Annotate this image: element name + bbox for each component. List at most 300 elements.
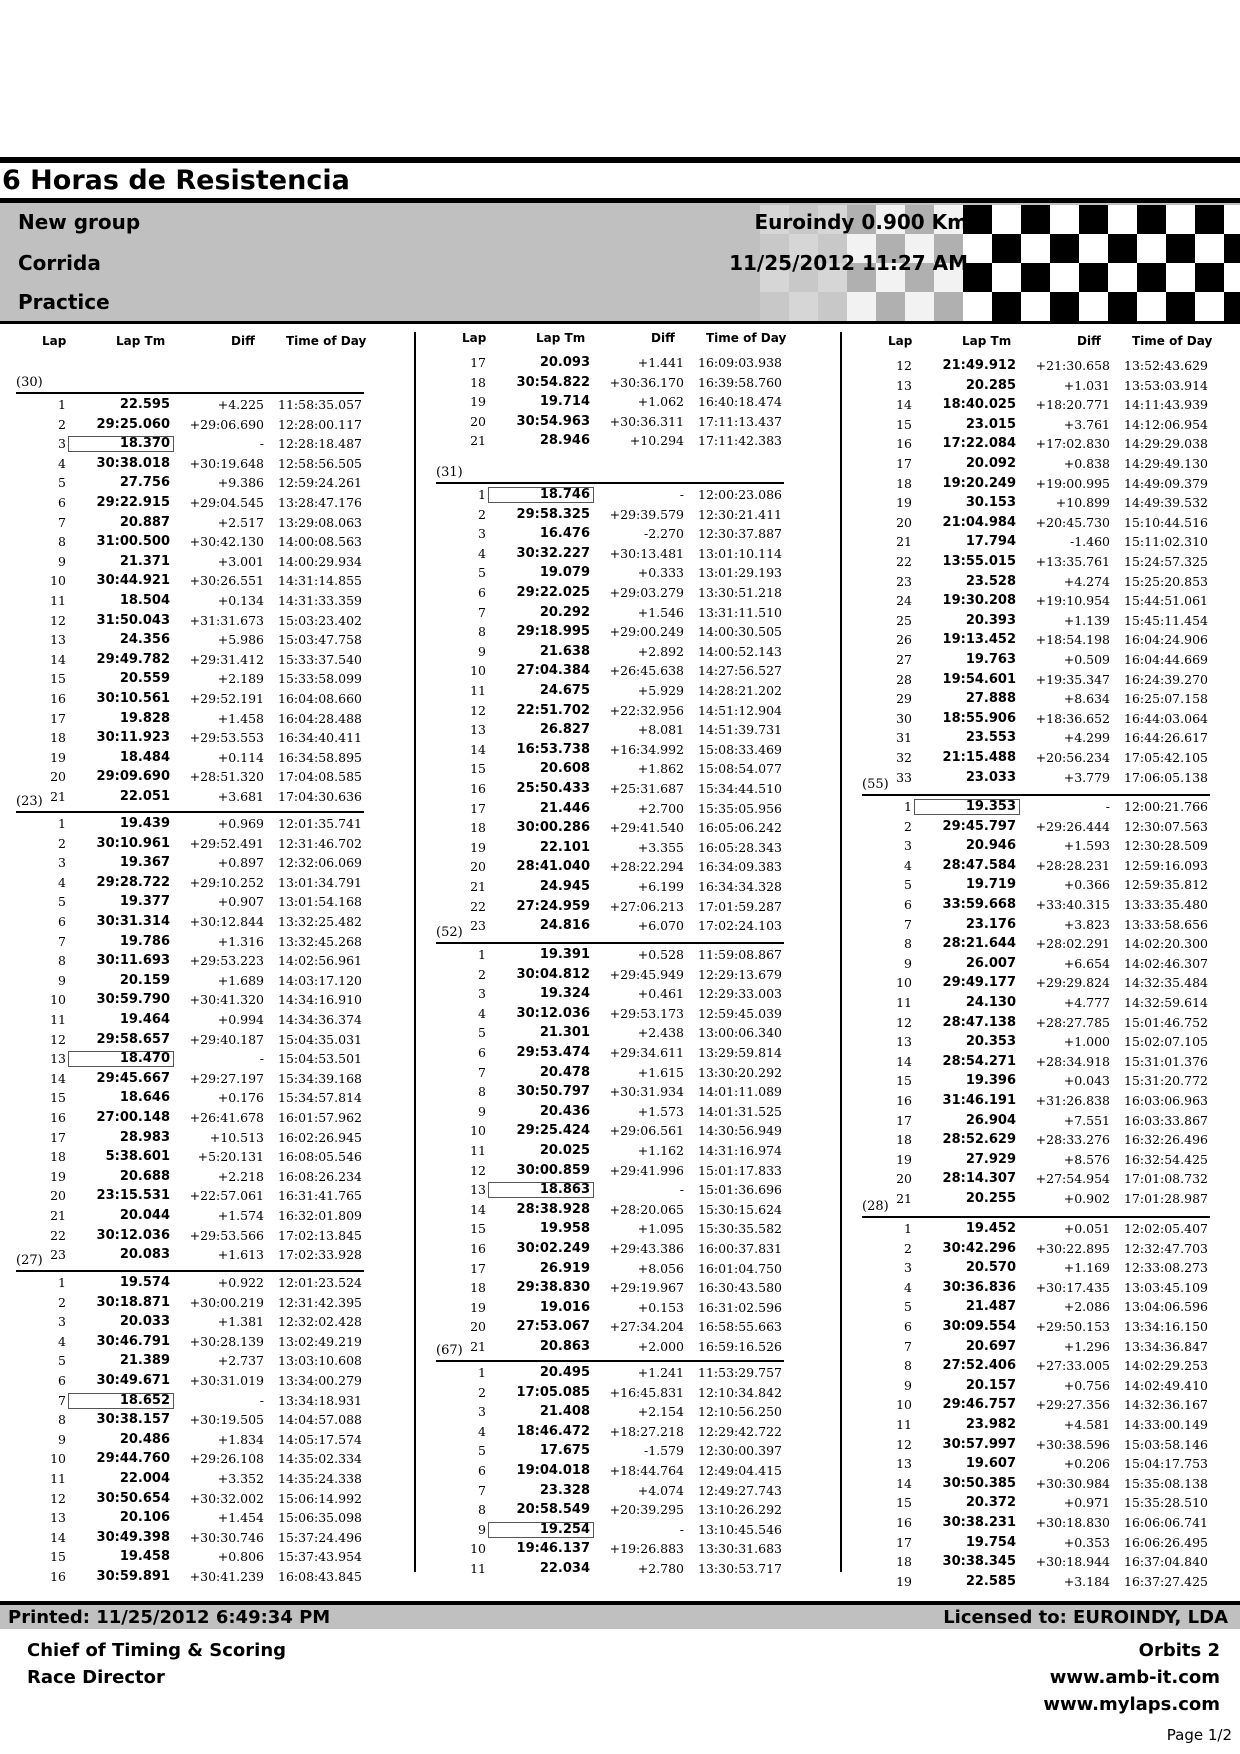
lap-row <box>16 1293 364 1313</box>
checker-square <box>1224 234 1240 263</box>
lap-diff: +33:40.315 <box>1035 897 1110 912</box>
lap-diff: +0.969 <box>217 816 264 831</box>
lap-number: 27 <box>896 652 912 667</box>
race-director-label: Race Director <box>27 1667 165 1688</box>
checker-square <box>1137 234 1166 263</box>
lap-time: 20.486 <box>119 1431 170 1447</box>
lap-time: 21.446 <box>539 800 590 816</box>
checker-square <box>1195 234 1224 263</box>
lap-row <box>16 532 364 552</box>
kart-number-label: (31) <box>436 465 463 480</box>
time-of-day: 15:37:43.954 <box>278 1549 362 1565</box>
lap-time: 30:32.227 <box>516 545 590 561</box>
column-divider <box>414 332 416 1572</box>
header-tod: Time of Day <box>286 334 367 348</box>
time-of-day: 14:05:17.574 <box>278 1431 362 1447</box>
time-of-day: 16:05:28.343 <box>698 839 782 855</box>
lap-row <box>862 895 1210 915</box>
lap-number: 16 <box>50 691 66 706</box>
lap-number: 30 <box>896 710 912 726</box>
lap-row <box>862 856 1210 876</box>
time-of-day: 16:06:26.495 <box>1124 1534 1208 1550</box>
lap-number: 10 <box>896 1397 912 1413</box>
lap-diff: +6.199 <box>637 879 684 894</box>
lap-row <box>436 1317 784 1337</box>
time-of-day: 15:37:24.496 <box>278 1529 362 1545</box>
checker-square <box>1079 205 1108 234</box>
lap-number: 23 <box>50 1247 66 1263</box>
lap-row <box>862 1454 1210 1474</box>
lap-row <box>436 857 784 877</box>
lap-row <box>16 814 364 834</box>
time-of-day: 13:33:58.656 <box>1124 916 1208 932</box>
lap-diff: +29:41.996 <box>609 1162 684 1178</box>
website-mylaps: www.mylaps.com <box>1043 1694 1220 1715</box>
lap-diff: +3.761 <box>1063 416 1110 432</box>
lap-diff: -1.460 <box>1069 534 1110 550</box>
lap-number: 16 <box>470 781 486 796</box>
lap-number: 9 <box>478 643 486 659</box>
lap-number: 17 <box>470 355 486 370</box>
time-of-day: 14:02:20.300 <box>1124 936 1208 952</box>
lap-row <box>436 1539 784 1559</box>
lap-row <box>862 1395 1210 1415</box>
time-of-day: 15:04:17.753 <box>1124 1456 1208 1472</box>
checker-square <box>1195 205 1224 234</box>
time-of-day: 16:59:16.526 <box>698 1339 782 1354</box>
lap-time: 22.051 <box>119 789 170 804</box>
checker-square <box>992 292 1021 321</box>
time-of-day: 16:01:04.750 <box>698 1260 782 1276</box>
time-of-day: 13:30:51.218 <box>698 585 782 600</box>
lap-time: 30:12.036 <box>96 1227 170 1243</box>
lap-time: 20.025 <box>539 1143 590 1158</box>
lap-row <box>436 1278 784 1298</box>
lap-time: 30:11.693 <box>96 953 170 969</box>
lap-number: 29 <box>896 691 912 707</box>
time-of-day: 15:35:05.956 <box>698 800 782 816</box>
lap-row <box>436 1004 784 1024</box>
lap-time: 19.452 <box>965 1221 1016 1236</box>
lap-row <box>436 1121 784 1141</box>
lap-diff: +30:32.002 <box>189 1490 264 1506</box>
lap-row <box>16 552 364 572</box>
lap-time: 20.285 <box>965 377 1016 393</box>
lap-row <box>862 454 1210 474</box>
lap-row <box>436 984 784 1004</box>
lap-time: 22.034 <box>539 1561 590 1576</box>
checker-square <box>789 292 818 321</box>
session-type: Corrida <box>18 251 101 275</box>
lap-row <box>436 524 784 544</box>
time-of-day: 17:04:30.636 <box>278 789 362 804</box>
lap-diff: -2.270 <box>643 526 684 542</box>
time-of-day: 13:53:03.914 <box>1124 377 1208 393</box>
lap-number: 19 <box>896 1573 912 1589</box>
time-of-day: 16:00:37.831 <box>698 1241 782 1256</box>
lap-diff: +2.189 <box>217 671 264 687</box>
lap-row <box>436 661 784 681</box>
lap-number: 16 <box>896 1515 912 1530</box>
lap-number: 18 <box>50 730 66 746</box>
lap-diff: +3.184 <box>1063 1573 1110 1589</box>
lap-number: 23 <box>896 573 912 589</box>
lap-number: 7 <box>904 1338 912 1354</box>
lap-time: 19.254 <box>539 1521 590 1537</box>
time-of-day: 12:32:02.428 <box>278 1314 362 1330</box>
lap-number: 11 <box>470 1143 486 1158</box>
lap-number: 22 <box>50 1227 66 1243</box>
time-of-day: 13:04:06.596 <box>1124 1299 1208 1315</box>
lap-number: 4 <box>904 857 912 873</box>
header-lap: Lap <box>42 334 67 348</box>
time-of-day: 14:12:06.954 <box>1124 416 1208 432</box>
lap-time: 26.919 <box>539 1260 590 1276</box>
lap-time: 19.719 <box>965 877 1016 893</box>
time-of-day: 14:28:21.202 <box>698 683 782 698</box>
lap-row <box>862 1013 1210 1033</box>
lap-row <box>862 591 1210 611</box>
time-of-day: 16:44:03.064 <box>1124 710 1208 726</box>
lap-number: 26 <box>896 632 912 648</box>
lap-row <box>16 1167 364 1187</box>
checker-square <box>934 292 963 321</box>
lap-row <box>436 916 784 936</box>
lap-number: 17 <box>896 456 912 471</box>
lap-number: 22 <box>470 898 486 914</box>
kart-number-label: (52) <box>436 925 463 940</box>
lap-number: 7 <box>58 933 66 949</box>
time-of-day: 15:03:23.402 <box>278 612 362 628</box>
lap-time: 25:50.433 <box>516 781 590 796</box>
time-of-day: 12:49:27.743 <box>698 1482 782 1498</box>
lap-row <box>16 1391 364 1411</box>
lap-diff: +4.299 <box>1063 730 1110 746</box>
lap-diff: +19:26.883 <box>609 1541 684 1557</box>
lap-number: 20 <box>470 859 486 875</box>
time-of-day: 15:04:35.031 <box>278 1031 362 1047</box>
time-of-day: 14:35:24.338 <box>278 1471 362 1486</box>
checker-square <box>1166 292 1195 321</box>
lap-number: 14 <box>896 1053 912 1069</box>
lap-row <box>436 583 784 603</box>
lap-number: 21 <box>470 433 486 449</box>
lap-diff: +0.176 <box>217 1090 264 1106</box>
lap-row <box>436 1337 784 1357</box>
lap-row <box>862 611 1210 631</box>
lap-number: 22 <box>896 554 912 569</box>
lap-diff: +29:52.191 <box>189 691 264 706</box>
lap-number: 1 <box>478 947 486 962</box>
lap-diff: +29:06.690 <box>189 416 264 432</box>
lap-row <box>862 1474 1210 1494</box>
time-of-day: 13:34:36.847 <box>1124 1338 1208 1354</box>
kart-group-rule <box>16 811 364 813</box>
lap-row <box>862 1111 1210 1131</box>
checker-square <box>1079 292 1108 321</box>
lap-row <box>16 990 364 1010</box>
lap-number: 20 <box>470 413 486 429</box>
lap-number: 11 <box>50 1012 66 1027</box>
time-of-day: 17:02:33.928 <box>278 1247 362 1263</box>
time-of-day: 16:06:06.741 <box>1124 1515 1208 1530</box>
time-of-day: 14:00:08.563 <box>278 534 362 550</box>
lap-number: 4 <box>904 1279 912 1295</box>
lap-row <box>862 532 1210 552</box>
checker-square <box>992 234 1021 263</box>
lap-row <box>862 768 1210 788</box>
time-of-day: 12:59:35.812 <box>1124 877 1208 893</box>
lap-diff: +19:10.954 <box>1035 593 1110 609</box>
checker-square <box>1079 263 1108 292</box>
lap-diff: +29:43.386 <box>609 1241 684 1256</box>
time-of-day: 12:31:42.395 <box>278 1294 362 1310</box>
lap-diff: +0.528 <box>637 947 684 962</box>
lap-diff: +29:39.579 <box>609 506 684 522</box>
time-of-day: 15:34:39.168 <box>278 1070 362 1086</box>
lap-diff: +8.056 <box>637 1260 684 1276</box>
lap-row <box>16 1049 364 1069</box>
lap-diff: +1.615 <box>637 1064 684 1080</box>
lap-time: 19.353 <box>965 799 1016 814</box>
time-of-day: 12:32:47.703 <box>1124 1240 1208 1256</box>
lap-row <box>436 1402 784 1422</box>
lap-number: 15 <box>896 1073 912 1089</box>
lap-row <box>436 373 784 393</box>
time-of-day: 12:28:18.487 <box>278 436 362 452</box>
lap-row <box>436 353 784 373</box>
lap-row <box>862 415 1210 435</box>
lap-row <box>436 818 784 838</box>
lap-row <box>862 1415 1210 1435</box>
page-title: 6 Horas de Resistencia <box>2 165 350 196</box>
lap-diff: +0.994 <box>217 1012 264 1027</box>
time-of-day: 12:30:37.887 <box>698 526 782 542</box>
lap-time: 30:38.231 <box>942 1515 1016 1530</box>
checker-square <box>1137 205 1166 234</box>
lap-time: 31:50.043 <box>96 612 170 628</box>
lap-row <box>436 1023 784 1043</box>
lap-time: 29:45.797 <box>942 818 1016 834</box>
lap-number: 12 <box>896 1014 912 1030</box>
lap-diff: +20:39.295 <box>609 1502 684 1518</box>
lap-diff: +0.902 <box>1063 1191 1110 1206</box>
time-of-day: 12:01:23.524 <box>278 1275 362 1290</box>
lap-number: 9 <box>478 1521 486 1537</box>
lap-diff: +0.206 <box>1063 1456 1110 1472</box>
lap-row <box>436 740 784 760</box>
lap-row <box>436 1239 784 1259</box>
time-of-day: 12:33:08.273 <box>1124 1260 1208 1276</box>
lap-diff: +1.613 <box>217 1247 264 1263</box>
header-lap-tm: Lap Tm <box>116 334 166 348</box>
time-of-day: 15:31:20.772 <box>1124 1073 1208 1089</box>
lap-row <box>436 1102 784 1122</box>
lap-diff: +4.777 <box>1063 995 1110 1010</box>
time-of-day: 13:10:45.546 <box>698 1521 782 1537</box>
lap-row <box>16 709 364 729</box>
time-of-day: 17:04:08.585 <box>278 769 362 785</box>
lap-time: 27:24.959 <box>516 898 590 914</box>
lap-time: 18.646 <box>119 1090 170 1106</box>
lap-diff: +30:41.239 <box>189 1569 264 1584</box>
time-of-day: 16:34:40.411 <box>278 730 362 746</box>
lap-number: 33 <box>896 769 912 785</box>
lap-diff: +2.892 <box>637 643 684 659</box>
lap-number: 19 <box>470 1299 486 1315</box>
lap-diff: +0.353 <box>1063 1534 1110 1550</box>
lap-time: 24.945 <box>539 879 590 894</box>
lap-diff: +1.095 <box>637 1221 684 1237</box>
lap-time: 22.585 <box>965 1573 1016 1589</box>
lap-time: 30:59.790 <box>96 992 170 1008</box>
time-of-day: 16:04:24.906 <box>1124 632 1208 648</box>
lap-number: 6 <box>904 1319 912 1334</box>
time-of-day: 14:34:16.910 <box>278 992 362 1008</box>
time-of-day: 15:02:07.105 <box>1124 1034 1208 1050</box>
lap-number: 19 <box>896 495 912 511</box>
lap-diff: +3.001 <box>217 553 264 569</box>
lap-row <box>862 1091 1210 1111</box>
time-of-day: 15:08:54.077 <box>698 761 782 777</box>
header-lap: Lap <box>462 331 487 345</box>
time-of-day: 14:32:35.484 <box>1124 975 1208 991</box>
lap-time: 20.608 <box>539 761 590 777</box>
lap-number: 7 <box>478 1064 486 1080</box>
lap-time: 18:40.025 <box>942 397 1016 413</box>
lap-number: 31 <box>896 730 912 746</box>
lap-diff: +30:36.170 <box>609 374 684 390</box>
lap-number: 9 <box>58 972 66 988</box>
lap-row <box>436 759 784 779</box>
lap-diff: +0.366 <box>1063 877 1110 893</box>
time-of-day: 16:05:06.242 <box>698 820 782 836</box>
checker-square <box>992 263 1021 292</box>
lap-time: 19.958 <box>539 1221 590 1237</box>
time-of-day: 16:08:43.845 <box>278 1569 362 1584</box>
lap-number: 21 <box>50 1208 66 1223</box>
lap-time: 18.484 <box>119 749 170 765</box>
lap-row <box>436 1298 784 1318</box>
lap-diff: +30:30.984 <box>1035 1475 1110 1491</box>
time-of-day: 12:59:16.093 <box>1124 857 1208 873</box>
lap-time: 20.372 <box>965 1495 1016 1511</box>
time-of-day: 14:03:17.120 <box>278 972 362 988</box>
lap-diff: -1.579 <box>643 1443 684 1459</box>
time-of-day: 17:02:24.103 <box>698 918 782 934</box>
lap-time: 17.794 <box>965 534 1016 550</box>
lap-number: 3 <box>58 1314 66 1330</box>
lap-diff: +30:13.481 <box>609 545 684 561</box>
lap-diff: +29:40.187 <box>189 1031 264 1047</box>
lap-row <box>436 720 784 740</box>
header-tod: Time of Day <box>706 331 787 345</box>
kart-group-rule <box>16 392 364 394</box>
lap-time: 19.079 <box>539 565 590 581</box>
lap-row <box>862 376 1210 396</box>
lap-number: 15 <box>50 1090 66 1106</box>
lap-time: 19.763 <box>965 652 1016 667</box>
lap-time: 17:22.084 <box>942 436 1016 452</box>
lap-time: 21.389 <box>119 1353 170 1369</box>
lap-row <box>862 993 1210 1013</box>
lap-time: 13:55.015 <box>942 554 1016 569</box>
time-of-day: 16:03:33.867 <box>1124 1112 1208 1128</box>
lap-diff: +27:34.204 <box>609 1319 684 1335</box>
lap-diff: +18:36.652 <box>1035 710 1110 726</box>
lap-row <box>16 630 364 650</box>
time-of-day: 17:01:08.732 <box>1124 1171 1208 1187</box>
lap-time: 19.367 <box>119 855 170 871</box>
lap-time: 23.176 <box>965 916 1016 932</box>
time-of-day: 15:33:37.540 <box>278 651 362 667</box>
lap-row <box>862 689 1210 709</box>
checker-square <box>1108 263 1137 292</box>
lap-diff: +1.241 <box>637 1365 684 1380</box>
lap-diff: - <box>679 487 684 502</box>
lap-row <box>436 1383 784 1403</box>
checker-square <box>1079 234 1108 263</box>
lap-time: 20.436 <box>539 1103 590 1119</box>
lap-diff: +29:31.412 <box>189 651 264 667</box>
lap-diff: +28:22.294 <box>609 859 684 875</box>
lap-diff: +0.333 <box>637 565 684 581</box>
lap-row <box>16 787 364 807</box>
lap-row <box>436 945 784 965</box>
lap-row <box>862 670 1210 690</box>
lap-time: 33:59.668 <box>942 897 1016 912</box>
lap-time: 18:46.472 <box>516 1423 590 1439</box>
lap-row <box>862 1150 1210 1170</box>
lap-row <box>862 1169 1210 1189</box>
lap-number: 2 <box>58 1294 66 1310</box>
lap-diff: +1.574 <box>217 1208 264 1223</box>
lap-time: 19:54.601 <box>942 671 1016 687</box>
lap-row <box>16 1108 364 1128</box>
lap-time: 23.015 <box>965 416 1016 432</box>
lap-diff: +5:20.131 <box>197 1149 264 1165</box>
time-of-day: 12:29:33.003 <box>698 986 782 1002</box>
session-header <box>0 203 1240 321</box>
checker-square <box>905 292 934 321</box>
page-number: Page 1/2 <box>1166 1726 1232 1744</box>
lap-time: 27.888 <box>965 691 1016 707</box>
lap-row <box>16 415 364 435</box>
lap-number: 6 <box>58 914 66 929</box>
header-diff: Diff <box>651 331 675 345</box>
lap-row <box>16 971 364 991</box>
lap-time: 30.153 <box>965 495 1016 511</box>
lap-row <box>862 836 1210 856</box>
lap-row <box>862 1219 1210 1239</box>
kart-group-rule <box>436 1360 784 1362</box>
time-of-day: 17:06:05.138 <box>1124 769 1208 785</box>
lap-number: 7 <box>58 1392 66 1408</box>
lap-diff: +1.139 <box>1063 612 1110 628</box>
lap-diff: +19:35.347 <box>1035 671 1110 687</box>
lap-diff: +8.081 <box>637 722 684 738</box>
lap-time: 27:52.406 <box>942 1358 1016 1374</box>
session-datetime: 11/25/2012 11:27 AM <box>729 251 968 275</box>
lap-diff: +1.031 <box>1063 377 1110 393</box>
time-of-day: 13:29:08.063 <box>278 514 362 530</box>
time-of-day: 16:01:57.962 <box>278 1110 362 1125</box>
time-of-day: 12:29:13.679 <box>698 966 782 982</box>
lap-row <box>862 1513 1210 1533</box>
lap-diff: +29:27.197 <box>189 1070 264 1086</box>
lap-number: 17 <box>470 800 486 816</box>
lap-diff: +0.971 <box>1063 1495 1110 1511</box>
